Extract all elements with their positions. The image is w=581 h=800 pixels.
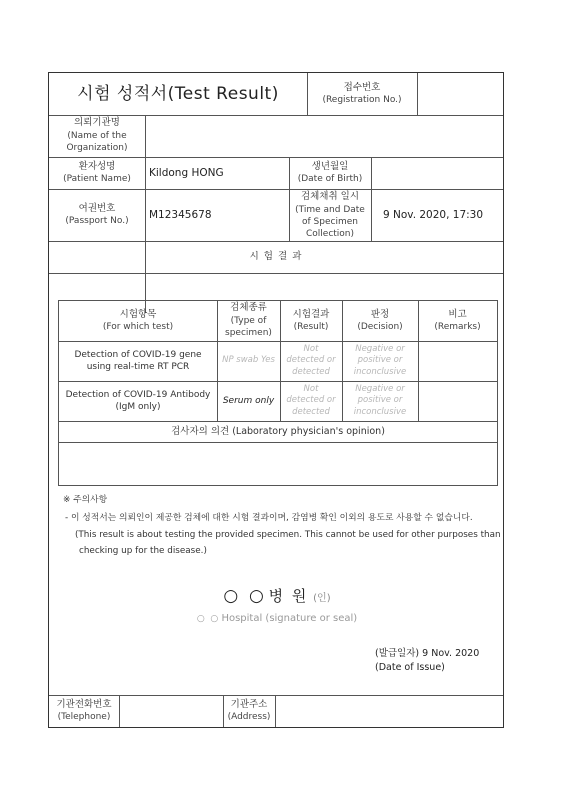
- col-header-decision-en: (Decision): [357, 322, 403, 333]
- divider: [342, 301, 343, 421]
- col-header-test: [59, 301, 217, 341]
- issue-date-label-ko: (발급일자): [375, 648, 420, 659]
- col-header-remarks: [418, 301, 497, 341]
- address-label-en: (Address): [227, 712, 271, 723]
- caution-heading: ※ 주의사항: [63, 495, 108, 505]
- collection-value: 9 Nov. 2020, 17:30: [383, 208, 484, 221]
- row2-remarks: [418, 381, 497, 421]
- divider: [280, 301, 281, 421]
- passport-label-en: (Passport No.): [65, 216, 129, 227]
- physician-opinion-value: [65, 443, 493, 485]
- passport-label: [49, 189, 145, 241]
- passport-value: M12345678: [149, 208, 212, 221]
- hospital-seal-mark: (인): [313, 593, 331, 604]
- organization-label: [49, 115, 145, 157]
- patient-name-label-ko: 환자성명: [78, 160, 116, 172]
- row1-decision: Negative or positive or inconclusive: [353, 344, 407, 377]
- address-label-ko: 기관주소: [230, 698, 268, 710]
- caution-en-line1: (This result is about testing the provided specimen. This cannot be used for other purposes than: [75, 530, 501, 540]
- collection-label-ko: 검체채취 일시: [300, 191, 360, 203]
- test-result-certificate: [48, 72, 504, 728]
- divider: [275, 695, 276, 727]
- issue-date: [375, 645, 479, 659]
- col-header-test-en: (For which test): [102, 322, 174, 333]
- divider: [119, 695, 120, 727]
- row2-specimen: Serum only: [222, 395, 275, 406]
- col-header-specimen: [217, 301, 280, 341]
- hospital-signature-text: Hospital (signature or seal): [221, 613, 358, 624]
- organization-label-ko: 의뢰기관명: [74, 117, 120, 129]
- divider: [418, 301, 419, 421]
- row2-decision: Negative or positive or inconclusive: [353, 384, 407, 417]
- telephone-label-ko: 기관전화번호: [56, 698, 112, 710]
- col-header-result-ko: 시험결과: [292, 308, 330, 320]
- birth-label-ko: 생년월일: [311, 160, 349, 172]
- col-header-decision: [342, 301, 418, 341]
- row1-remarks: [418, 341, 497, 381]
- col-header-remarks-ko: 비고: [448, 308, 467, 320]
- registration-value: [421, 73, 501, 115]
- collection-label: [290, 191, 370, 241]
- col-header-remarks-en: (Remarks): [434, 322, 481, 333]
- address-label: [223, 695, 275, 727]
- col-header-result-en: (Result): [293, 322, 329, 333]
- patient-name-value: Kildong HONG: [149, 166, 224, 179]
- organization-value: [149, 115, 499, 157]
- row1-specimen: NP swab Yes: [222, 355, 275, 366]
- registration-label-en: (Registration No.): [322, 95, 402, 106]
- registration-label: [307, 77, 417, 111]
- hospital-signature: ○ ○ Hospital (signature or seal): [196, 613, 358, 624]
- col-header-result: [280, 301, 342, 341]
- divider: [371, 157, 372, 241]
- birth-value: [375, 157, 499, 189]
- results-section-title: 시 험 결 과: [249, 250, 303, 262]
- telephone-label-en: (Telephone): [57, 712, 111, 723]
- caution-en-line2: checking up for the disease.): [79, 546, 207, 556]
- divider: [217, 301, 218, 421]
- divider: [145, 115, 146, 313]
- passport-label-ko: 여권번호: [78, 202, 116, 214]
- patient-name-label-en: (Patient Name): [63, 174, 131, 185]
- caution-ko: - 이 성적서는 의뢰인이 제공한 검체에 대한 시험 결과이며, 감염병 확인 이외의 용도로 사용할 수 없습니다.: [65, 513, 473, 523]
- telephone-value: [123, 695, 219, 727]
- hospital-name: ○ ○ 병 원 (인): [223, 586, 331, 606]
- issue-date-label-en: (Date of Issue): [375, 662, 445, 673]
- birth-label: [289, 157, 371, 189]
- col-header-specimen-ko: 검체종류: [230, 302, 267, 314]
- hospital-name-ko: 병 원: [268, 587, 309, 605]
- collection-label-en: (Time and Date of Specimen Collection): [295, 205, 365, 240]
- divider: [417, 73, 418, 115]
- address-value: [279, 695, 499, 727]
- results-table: [58, 300, 498, 486]
- divider: [49, 273, 503, 274]
- issue-date-value: 9 Nov. 2020: [422, 648, 480, 659]
- organization-label-en: (Name of the Organization): [66, 131, 128, 154]
- row1-test: Detection of COVID-19 gene using real-time RT PCR: [74, 349, 202, 372]
- document-title: 시험 성적서(Test Result): [77, 83, 279, 104]
- col-header-test-ko: 시험항목: [119, 308, 157, 320]
- physician-opinion-label: 검사자의 의견 (Laboratory physician's opinion): [171, 425, 385, 437]
- divider: [49, 241, 503, 242]
- registration-label-ko: 접수번호: [343, 81, 381, 93]
- patient-name-label: [49, 157, 145, 189]
- row2-result: Not detected or detected: [286, 384, 336, 417]
- row2-test: Detection of COVID-19 Antibody (IgM only): [65, 389, 211, 412]
- col-header-decision-ko: 판정: [370, 308, 390, 320]
- birth-label-en: (Date of Birth): [297, 174, 363, 185]
- telephone-label: [49, 695, 119, 727]
- col-header-specimen-en: (Type of specimen): [225, 316, 272, 339]
- row1-result: Not detected or detected: [286, 344, 336, 377]
